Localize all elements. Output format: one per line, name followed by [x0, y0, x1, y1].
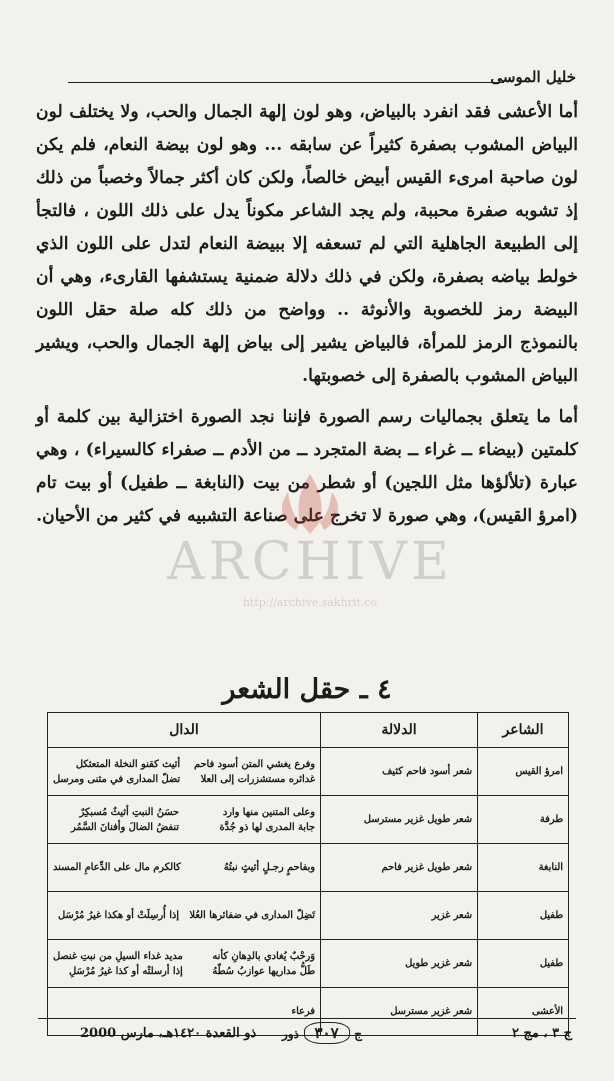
table-header-row — [48, 713, 569, 748]
cell-verses — [48, 748, 321, 796]
verse-line: أثيث كقنو النخلة المتعثكل — [75, 758, 181, 770]
cell-meaning: شعر غزير طويل — [321, 940, 478, 988]
header-rule — [68, 82, 504, 83]
cell-meaning: شعر أسود فاحم كثيف — [321, 748, 478, 796]
verse-line: وفرع يغشي المتن أسود فاحم — [193, 758, 315, 770]
verse-line: وَرحْبٌ يُغادي بالدِهانِ كأنه — [212, 950, 315, 962]
watermark-text: ARCHIVE — [167, 532, 453, 592]
verse-line: وبفاحمٍ رجـلٍ أثيثٍ نبتُهُ — [223, 862, 315, 873]
header-signifier: الدال — [48, 713, 321, 748]
footer-volume: ج ٣ ، مج ٢ — [511, 1026, 572, 1041]
paragraph-colour-field: أما الأعشى فقد انفرد بالبياض، وهو لون إلهة الجمال والحب، ولا يختلف لون البياض المشوب بصفرة كثيراً عن سابقه ... وهو لون بيضة النعام، فلم يكن لون صاحبة امرىء القيس أبيض خالصاً، ولكن كان أكثر جمالاً وخصباً من ذلك إذ تشوبه صفرة محببة، ولم يجد الشاعر مكوناً يدل على ذلك اللون ، فالتجأ إلى الطبيعة الجاهلية التي لم تسعفه إلا ببيضة النعام لتدل على اللون الذي خولط بياضه بصفرة، ولكن في ذلك دلالة ضمنية يستشفها القارىء، وهي أن البيضة رمز للخصوبة والأنوثة .. وواضح من ذلك كله صلة حقل اللون بالنموذج الرمز للمرأة، فالبياض يشير إلى بياض إلهة الجمال والحب، ويشير البياض المشوب بالصفرة إلى خصوبتها. — [36, 102, 578, 386]
table-row — [48, 892, 569, 940]
cell-poet: النابغة — [478, 844, 569, 892]
verse-line: حسَنُ النبتِ أثيثٌ مُسبكِرٌ — [79, 806, 179, 818]
verse-line: إذا أرسلتْه أو كذا غيرُ مُرْسَلِ — [69, 965, 183, 977]
header-meaning: الدلالة — [321, 713, 478, 748]
cell-meaning: شعر غزير مسترسل — [321, 988, 478, 1036]
verse-line: كالكرم مال على الدِّعامِ المسند — [53, 862, 181, 873]
verse-line: إذا أُرسِلَتْ أو هكذا غيرُ مُرْسَل — [57, 910, 179, 921]
table-row — [48, 796, 569, 844]
cell-meaning: شعر طويل غزير مسترسل — [321, 796, 478, 844]
cell-poet: طرفة — [478, 796, 569, 844]
verse-line: جابة المدرى لها ذو جُدَّة — [219, 821, 315, 833]
verse-line: طَلُّ مداريها عوازبُ سُطّهُ — [212, 965, 315, 977]
verse-line: تَضِلّ المدارى في ضفائرها العُلا — [189, 910, 315, 921]
cell-verses — [48, 796, 321, 844]
header-poet: الشاعر — [478, 713, 569, 748]
footer-date: ذو القعدة ١٤٢٠هـ، مارس 2000 — [80, 1026, 257, 1041]
body-text — [36, 96, 578, 533]
cell-verses — [48, 844, 321, 892]
watermark-url: http://archive.sakhrit.co — [242, 596, 378, 609]
verse-line: وعلى المتنين منها وارد — [222, 806, 315, 818]
footer-rule — [38, 1018, 576, 1019]
cell-meaning: شعر طويل غزير فاحم — [321, 844, 478, 892]
verse-line: تنفضُ الضالَ وأفنانَ السَّمُر — [71, 821, 179, 833]
running-head-author: خليل الموسى — [490, 68, 576, 86]
verse-line: مديد غداء السيلِ من نبتِ غنصل — [53, 950, 183, 962]
verse-line: تضلّ المدارى في مثنى ومرسل — [53, 773, 181, 785]
cell-poet: طفيل — [478, 892, 569, 940]
paragraph-image-aesthetics: أما ما يتعلق بجماليات رسم الصورة فإننا نجد الصورة اختزالية بين كلمة أو كلمتين (بيضاء ــ غراء ــ بضة المتجرد ــ من الأدم ــ صفراء كالسيراء) ، وهي عبارة (تلألؤها مثل اللجين) أو شطر من بيت (النابغة ــ طفيل) أو بيت تام (امرؤ القيس)، وهي صورة لا تخرج على صناعة التشبيه في كثير من الأحيان. — [36, 407, 578, 526]
footer-page-number — [280, 1022, 364, 1044]
table-row — [48, 748, 569, 796]
table-row — [48, 940, 569, 988]
poetry-field-table — [47, 712, 569, 1036]
footer-brand-left: ج — [354, 1027, 362, 1041]
cell-verses — [48, 892, 321, 940]
cell-poet: امرؤ القيس — [478, 748, 569, 796]
cell-meaning: شعر غزير — [321, 892, 478, 940]
cell-poet: طفيل — [478, 940, 569, 988]
footer-brand-right: ذور — [282, 1027, 299, 1041]
page-number-oval: ٣٠٧ — [304, 1022, 350, 1044]
section-title: ٤ ـ حقل الشعر — [222, 674, 392, 705]
cell-verses — [48, 940, 321, 988]
cell-poet: الأعشى — [478, 988, 569, 1036]
page-footer — [38, 1022, 576, 1046]
verse-line: فرعاء — [291, 1006, 315, 1017]
verse-line: غدائره مستشزرات إلى العلا — [200, 773, 315, 785]
table-row — [48, 844, 569, 892]
